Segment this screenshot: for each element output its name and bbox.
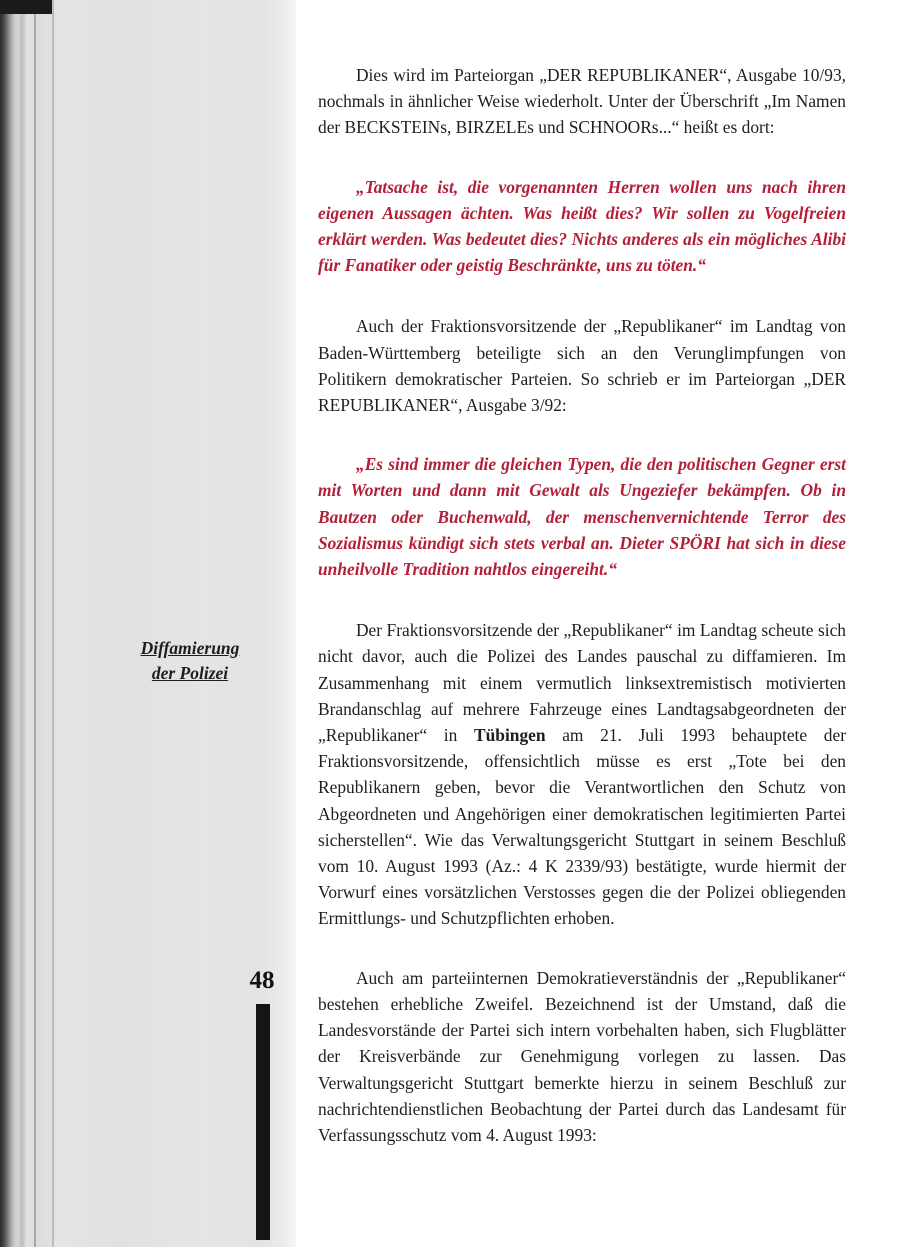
quote-block: „Es sind immer die gleichen Typen, die den politischen Gegner erst mit Worten und dann mit Gewalt als Ungeziefer bekämpfen. Ob in Bautzen oder Buchenwald, der menschenvernichtende Terror des Sozialismus kündigt sich stets verbal an. Dieter SPÖRI hat sich in diese unheilvolle Tradition nahtlos eingereiht.“	[318, 454, 846, 580]
page-tab-marker	[256, 1004, 270, 1240]
page-binding-shadow	[0, 0, 296, 1247]
paragraph: Auch der Fraktionsvorsitzende der „Republikaner“ im Landtag von Baden-Württemberg beteiligte sich an den Verunglimpfungen von Politikern demokratischer Parteien. So schrieb er im Parteiorgan „DER REPUBLIKANER“, Ausgabe 3/92:	[318, 316, 846, 416]
margin-note-line: Diffamierung	[140, 638, 240, 658]
quote-block: „Tatsache ist, die vorgenannten Herren wollen uns nach ihren eigenen Aussagen ächten. Was heißt dies? Wir sollen zu Vogelfreien erklärt werden. Was bedeutet dies? Nichts anderes als ein mögliches Alibi für Fanatiker oder geistig Beschränkte, uns zu töten.“	[318, 176, 846, 276]
main-text	[318, 62, 846, 1148]
binding-line	[34, 0, 36, 1247]
corner-mark	[0, 0, 52, 14]
paragraph-intro: Dies wird im Parteiorgan „DER REPUBLIKANER“, Ausgabe 10/93, nochmals in ähnlicher Weise wiederholt. Unter der Überschrift „Im Namen der BECKSTEINs, BIRZELEs und SCHNOORs...“ heißt es dort:	[318, 65, 846, 138]
margin-note-line: der Polizei	[151, 663, 229, 683]
paragraph-text: Der Fraktionsvorsitzende der „Republikaner“ im Landtag scheute sich nicht davor, auch die Polizei des Landes pauschal zu diffamieren. Im Zusammenhang mit einem vermutlich linksextremistisch motivierten Brandanschlag auf mehrere Fahrzeuge eines Landtagsabgeordneten der „Republikaner“ in	[318, 620, 846, 746]
margin-note	[110, 636, 270, 686]
page-number: 48	[249, 967, 275, 994]
paragraph: Auch am parteiinternen Demokratieverständnis der „Republikaner“ bestehen erhebliche Zweifel. Bezeichnend ist der Umstand, daß die Landesvorstände der Partei sich intern vorbehalten haben, sich Flugblätter der Kreisverbände zur Genehmigung vorlegen zu lassen. Das Verwaltungsgericht Stuttgart bemerkte hierzu in seinem Beschluß zur nachrichtendienstlichen Beobachtung der Partei durch das Landesamt für Verfassungsschutz vom 4. August 1993:	[318, 967, 846, 1145]
paragraph-text: am 21. Juli 1993 behauptete der Fraktionsvorsitzende, offensichtlich müsse es erst „Tote bei den Republikanern geben, bevor die Verantwortlichen den Schutz von Abgeordneten und Angehörigen einer demokratischen legitimierten Partei sicherstellen“. Wie das Verwaltungsgericht Stuttgart in seinem Beschluß vom 10. August 1993 (Az.: 4 K 2339/93) bestätigte, wurde hiermit der Vorwurf eines vorsätzlichen Verstosses gegen die der Polizei obliegenden Ermittlungs- und Schutzpflichten erhoben.	[318, 725, 846, 929]
binding-line	[52, 0, 54, 1247]
paragraph	[318, 617, 846, 931]
place-name: Tübingen	[474, 725, 546, 746]
